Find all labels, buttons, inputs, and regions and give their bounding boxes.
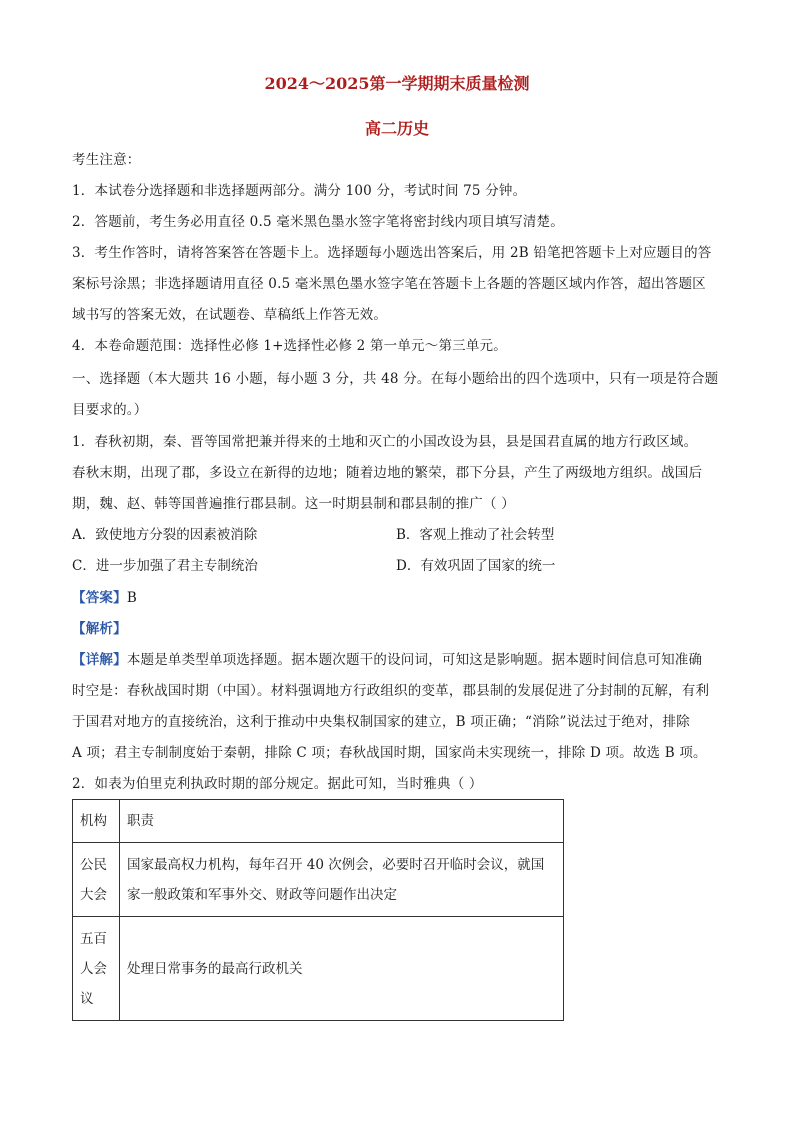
analysis-label: 【解析】 <box>72 621 127 637</box>
table-cell-duty: 处理日常事务的最高行政机关 <box>120 917 564 1021</box>
exam-subject: 高二历史 <box>364 119 429 138</box>
question-1-stem: 期，魏、赵、韩等国普遍推行郡县制。这一时期县制和郡县制的推广（ ） <box>72 496 515 512</box>
table-row <box>73 843 564 917</box>
table-cell-org: 公民 大会 <box>73 843 120 917</box>
notice-line: 域书写的答案无效，在试题卷、草稿纸上作答无效。 <box>72 307 388 323</box>
answer-label: 【答案】 <box>72 590 127 606</box>
notice-line: 3．考生作答时，请将答案答在答题卡上。选择题每小题选出答案后，用 2B 铅笔把答题卡上对应题目的答 <box>72 245 712 261</box>
notice-line: 2．答题前，考生务必用直径 0.5 毫米黑色墨水签字笔将密封线内项目填写清楚。 <box>72 214 564 230</box>
table-cell-duty: 国家最高权力机构，每年召开 40 次例会，必要时召开临时会议，就国 家一般政策和军事外交、财政等问题作出决定 <box>120 843 564 917</box>
notice-heading: 考生注意： <box>72 152 141 168</box>
option-c: C．进一步加强了君主专制统治 <box>72 558 258 574</box>
detail-label: 【详解】 <box>72 652 127 668</box>
detail-text: 本题是单类型单项选择题。据本题次题干的设问词，可知这是影响题。据本题时间信息可知准确 <box>126 652 703 668</box>
analysis-row <box>72 619 728 639</box>
option-a: A．致使地方分裂的因素被消除 <box>72 527 258 543</box>
question-1-stem: 1．春秋初期，秦、晋等国常把兼并得来的土地和灭亡的小国改设为县，县是国君直属的地方行政区域。 <box>72 434 698 450</box>
option-d: D．有效巩固了国家的统一 <box>396 558 556 574</box>
notice-line: 1．本试卷分选择题和非选择题两部分。满分 100 分，考试时间 75 分钟。 <box>72 183 527 199</box>
exam-title: 2024～2025第一学期期末质量检测 <box>264 74 530 93</box>
table-cell-org: 五百 人会 议 <box>73 917 120 1021</box>
question-2-stem: 2．如表为伯里克利执政时期的部分规定。据此可知，当时雅典（ ） <box>72 776 483 792</box>
table-header-cell: 机构 <box>73 800 120 843</box>
answer-value: B <box>126 590 137 606</box>
notice-line: 4．本卷命题范围：选择性必修 1+选择性必修 2 第一单元～第三单元。 <box>72 338 507 354</box>
detail-row <box>72 650 728 670</box>
question-1-stem: 春秋末期，出现了郡，多设立在新得的边地；随着边地的繁荣，郡下分县，产生了两级地方组织。战国后 <box>72 465 703 481</box>
notice-line: 案标号涂黑；非选择题请用直径 0.5 毫米黑色墨水签字笔在答题卡上各题的答题区域内作答，超出答题区 <box>72 276 706 292</box>
rules-table <box>72 799 564 1021</box>
section-heading: 目要求的。） <box>72 402 148 418</box>
detail-text: 时空是：春秋战国时期（中国）。材料强调地方行政组织的变革，郡县制的发展促进了分封制的瓦解，有利 <box>72 683 710 699</box>
table-header-cell: 职责 <box>120 800 564 843</box>
detail-text: 于国君对地方的直接统治，这利于推动中央集权制国家的建立，B 项正确；“消除”说法过于绝对，排除 <box>72 714 690 730</box>
section-heading: 一、选择题（本大题共 16 小题，每小题 3 分，共 48 分。在每小题给出的四个选项中，只有一项是符合题 <box>72 371 719 387</box>
option-b: B．客观上推动了社会转型 <box>396 527 555 543</box>
table-header-row <box>73 800 564 843</box>
table-row <box>73 917 564 1021</box>
detail-text: A 项；君主专制制度始于秦朝，排除 C 项；春秋战国时期，国家尚未实现统一，排除 D 项。故选 B 项。 <box>72 745 707 761</box>
answer-row <box>72 588 728 608</box>
